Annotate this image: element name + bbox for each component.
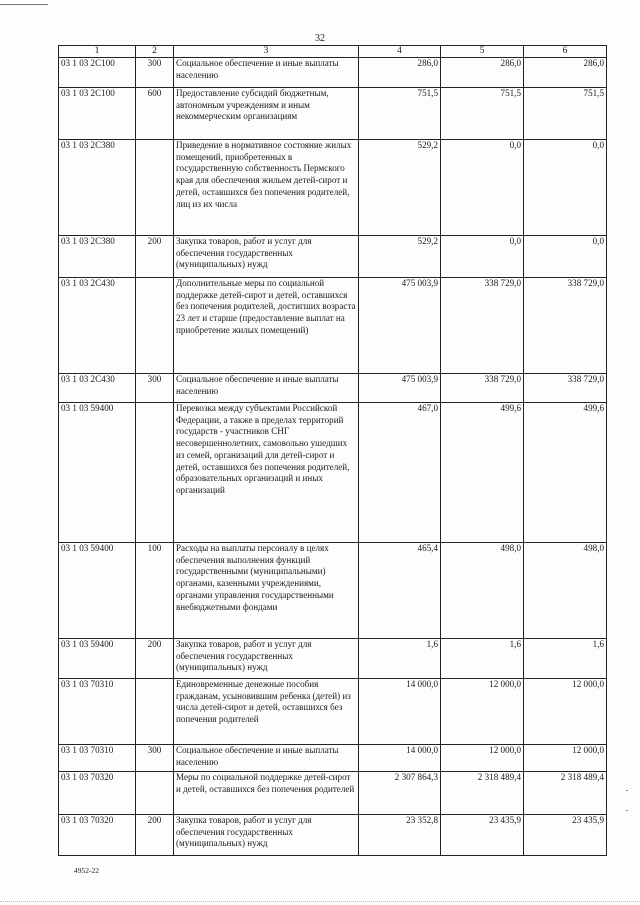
expense-type-code: 100 <box>136 543 174 639</box>
amount-col5: 12 000,0 <box>441 679 524 745</box>
amount-col5: 0,0 <box>441 236 524 278</box>
amount-col5: 338 729,0 <box>441 278 524 374</box>
amount-col5: 498,0 <box>441 543 524 639</box>
table-row <box>59 543 607 639</box>
expense-type-code <box>136 403 174 543</box>
expense-type-code <box>136 140 174 236</box>
table-row <box>59 815 607 856</box>
amount-col4: 286,0 <box>359 58 441 88</box>
amount-col6: 751,5 <box>524 88 607 140</box>
expense-name: Закупка товаров, работ и услуг для обеспечения государственных (муниципальных) нужд <box>174 815 359 856</box>
amount-col6: 498,0 <box>524 543 607 639</box>
column-header-row <box>59 46 607 58</box>
amount-col6: 2 318 489,4 <box>524 772 607 815</box>
table-row <box>59 745 607 772</box>
column-header: 6 <box>524 46 607 58</box>
table-row <box>59 374 607 403</box>
expense-name: Меры по социальной поддержке детей-сирот и детей, оставшихся без попечения родителей <box>174 772 359 815</box>
amount-col5: 499,6 <box>441 403 524 543</box>
amount-col6: 1,6 <box>524 639 607 679</box>
expense-type-code <box>136 772 174 815</box>
target-article-code: 03 1 03 70310 <box>59 745 136 772</box>
column-header: 1 <box>59 46 136 58</box>
table-row <box>59 236 607 278</box>
amount-col6: 0,0 <box>524 140 607 236</box>
scan-speck <box>626 810 628 811</box>
column-header: 5 <box>441 46 524 58</box>
expense-name: Социальное обеспечение и иные выплаты населению <box>174 374 359 403</box>
expense-type-code: 300 <box>136 58 174 88</box>
expense-name: Перевозка между субъектами Российской Федерации, а также в пределах территорий государств - участников СНГ несовершеннолетних, самовольно ушедших из семей, организаций для детей-сирот и детей, оставшихся без попечения родителей, образовательных организаций и иных организаций <box>174 403 359 543</box>
expense-type-code: 600 <box>136 88 174 140</box>
expense-name: Закупка товаров, работ и услуг для обеспечения государственных (муниципальных) нужд <box>174 639 359 679</box>
expense-type-code: 200 <box>136 639 174 679</box>
amount-col6: 499,6 <box>524 403 607 543</box>
expense-type-code: 300 <box>136 374 174 403</box>
expense-type-code: 200 <box>136 815 174 856</box>
amount-col4: 14 000,0 <box>359 745 441 772</box>
expense-type-code: 200 <box>136 236 174 278</box>
amount-col4: 475 003,9 <box>359 374 441 403</box>
amount-col6: 338 729,0 <box>524 278 607 374</box>
scan-speck <box>626 790 628 791</box>
amount-col4: 751,5 <box>359 88 441 140</box>
amount-col5: 23 435,9 <box>441 815 524 856</box>
amount-col5: 12 000,0 <box>441 745 524 772</box>
amount-col5: 751,5 <box>441 88 524 140</box>
expense-name: Приведение в нормативное состояние жилых помещений, приобретенных в государственную собственность Пермского края для обеспечения жильем детей-сирот и детей, оставшихся без попечения родителей, лиц из их числа <box>174 140 359 236</box>
target-article-code: 03 1 03 2С100 <box>59 88 136 140</box>
target-article-code: 03 1 03 2С380 <box>59 236 136 278</box>
table-row <box>59 772 607 815</box>
amount-col6: 286,0 <box>524 58 607 88</box>
amount-col5: 338 729,0 <box>441 374 524 403</box>
amount-col6: 0,0 <box>524 236 607 278</box>
table-row <box>59 679 607 745</box>
target-article-code: 03 1 03 59400 <box>59 639 136 679</box>
table-row <box>59 639 607 679</box>
expense-type-code <box>136 278 174 374</box>
target-article-code: 03 1 03 59400 <box>59 403 136 543</box>
target-article-code: 03 1 03 70310 <box>59 679 136 745</box>
table-row <box>59 278 607 374</box>
expense-name: Единовременные денежные пособия гражданам, усыновившим ребенка (детей) из числа детей-сирот и детей, оставшихся без попечения родителей <box>174 679 359 745</box>
table-row <box>59 403 607 543</box>
target-article-code: 03 1 03 70320 <box>59 772 136 815</box>
budget-table <box>58 45 607 856</box>
amount-col5: 0,0 <box>441 140 524 236</box>
page-number: 32 <box>315 33 325 44</box>
amount-col6: 12 000,0 <box>524 679 607 745</box>
amount-col5: 2 318 489,4 <box>441 772 524 815</box>
amount-col4: 14 000,0 <box>359 679 441 745</box>
column-header: 4 <box>359 46 441 58</box>
amount-col4: 529,2 <box>359 236 441 278</box>
amount-col4: 2 307 864,3 <box>359 772 441 815</box>
amount-col4: 1,6 <box>359 639 441 679</box>
expense-name: Социальное обеспечение и иные выплаты населению <box>174 745 359 772</box>
amount-col4: 529,2 <box>359 140 441 236</box>
target-article-code: 03 1 03 70320 <box>59 815 136 856</box>
target-article-code: 03 1 03 59400 <box>59 543 136 639</box>
expense-type-code: 300 <box>136 745 174 772</box>
table-row <box>59 140 607 236</box>
expense-name: Расходы на выплаты персоналу в целях обеспечения выполнения функций государственными (муниципальными) органами, казенными учреждениями, органами управления государственными внебюджетными фондами <box>174 543 359 639</box>
expense-type-code <box>136 679 174 745</box>
column-header: 3 <box>174 46 359 58</box>
amount-col4: 475 003,9 <box>359 278 441 374</box>
amount-col4: 465,4 <box>359 543 441 639</box>
expense-name: Дополнительные меры по социальной поддержке детей-сирот и детей, оставшихся без попечения родителей, достигших возраста 23 лет и старше (предоставление выплат на приобретение жилых помещений) <box>174 278 359 374</box>
target-article-code: 03 1 03 2С100 <box>59 58 136 88</box>
target-article-code: 03 1 03 2С430 <box>59 278 136 374</box>
scan-corner-mark <box>0 4 48 5</box>
expense-name: Закупка товаров, работ и услуг для обеспечения государственных (муниципальных) нужд <box>174 236 359 278</box>
amount-col6: 12 000,0 <box>524 745 607 772</box>
amount-col4: 467,0 <box>359 403 441 543</box>
footer-document-code: 4952-22 <box>74 866 99 875</box>
amount-col5: 1,6 <box>441 639 524 679</box>
target-article-code: 03 1 03 2С430 <box>59 374 136 403</box>
amount-col6: 338 729,0 <box>524 374 607 403</box>
amount-col5: 286,0 <box>441 58 524 88</box>
expense-name: Предоставление субсидий бюджетным, автономным учреждениям и иным некоммерческим организациям <box>174 88 359 140</box>
expense-name: Социальное обеспечение и иные выплаты населению <box>174 58 359 88</box>
scan-bottom-edge <box>0 901 640 902</box>
target-article-code: 03 1 03 2С380 <box>59 140 136 236</box>
column-header: 2 <box>136 46 174 58</box>
amount-col4: 23 352,8 <box>359 815 441 856</box>
amount-col6: 23 435,9 <box>524 815 607 856</box>
table-row <box>59 58 607 88</box>
table-row <box>59 88 607 140</box>
